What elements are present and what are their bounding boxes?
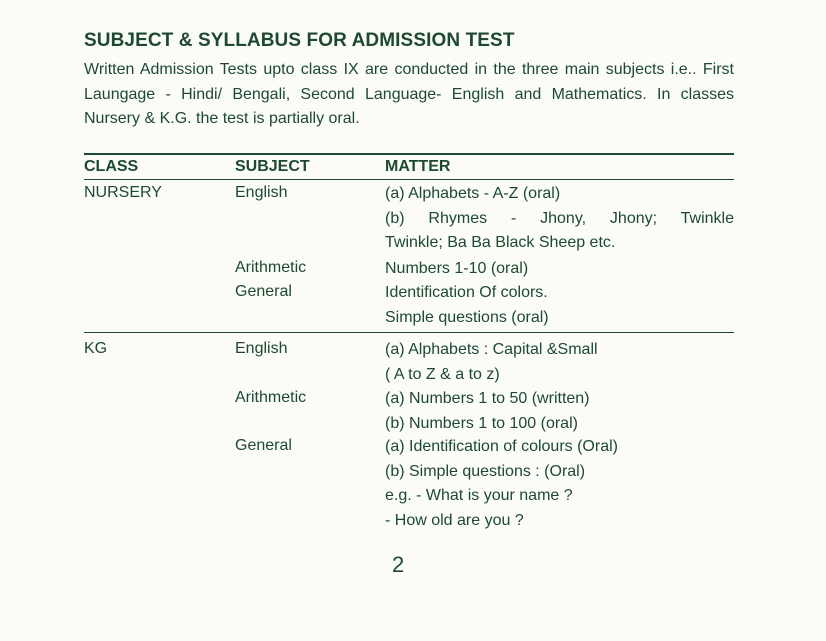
matter-line: Numbers 1-10 (oral): [385, 260, 529, 277]
matter-line: (b) Simple questions : (Oral): [385, 462, 586, 480]
header-subject: SUBJECT: [235, 158, 310, 175]
matter-line: e.g. - What is your name ?: [385, 487, 573, 504]
matter-line: (a) Alphabets - A-Z (oral): [385, 185, 561, 202]
nursery-subject-arithmetic: Arithmetic: [235, 259, 307, 276]
kg-subject-english: English: [235, 340, 288, 357]
matter-line: ( A to Z & a to z): [385, 365, 500, 383]
class-kg: KG: [84, 340, 108, 357]
header-underline-rule: [84, 179, 734, 180]
header-matter: MATTER: [385, 158, 451, 175]
matter-line: Twinkle; Ba Ba Black Sheep etc.: [385, 234, 616, 251]
matter-line: (a) Alphabets : Capital &Small: [385, 341, 598, 358]
nursery-general-matter: [385, 281, 734, 330]
kg-arithmetic-matter: [385, 387, 734, 436]
kg-subject-arithmetic: Arithmetic: [235, 389, 307, 406]
table-top-rule: [84, 153, 734, 155]
intro-paragraph: Written Admission Tests upto class IX are conducted in the three main subjects i.e.. First Laungage - Hindi/ Bengali, Second Language- English and Mathematics. In classes Nursery & K.G. the test is partially oral.: [84, 61, 734, 127]
matter-line: Simple questions (oral): [385, 308, 549, 326]
nursery-english-matter: [385, 182, 734, 256]
kg-general-matter: [385, 435, 734, 533]
header-class: CLASS: [84, 158, 139, 175]
matter-line: (a) Identification of colours (Oral): [385, 438, 618, 455]
nursery-arithmetic-matter: [385, 257, 734, 282]
class-nursery: NURSERY: [84, 184, 162, 201]
kg-english-matter: [385, 338, 734, 387]
matter-line: Identification Of colors.: [385, 284, 548, 301]
matter-line: (a) Numbers 1 to 50 (written): [385, 390, 590, 407]
nursery-subject-general: General: [235, 283, 292, 300]
matter-line: - How old are you ?: [385, 511, 524, 529]
kg-subject-general: General: [235, 437, 292, 454]
page-number: 2: [392, 552, 405, 577]
matter-line: (b) Rhymes - Jhony, Jhony; Twinkle: [385, 209, 734, 227]
matter-line: (b) Numbers 1 to 100 (oral): [385, 414, 578, 432]
nursery-subject-english: English: [235, 184, 288, 201]
page-heading: SUBJECT & SYLLABUS FOR ADMISSION TEST: [84, 30, 515, 51]
section-divider-rule: [84, 332, 734, 333]
